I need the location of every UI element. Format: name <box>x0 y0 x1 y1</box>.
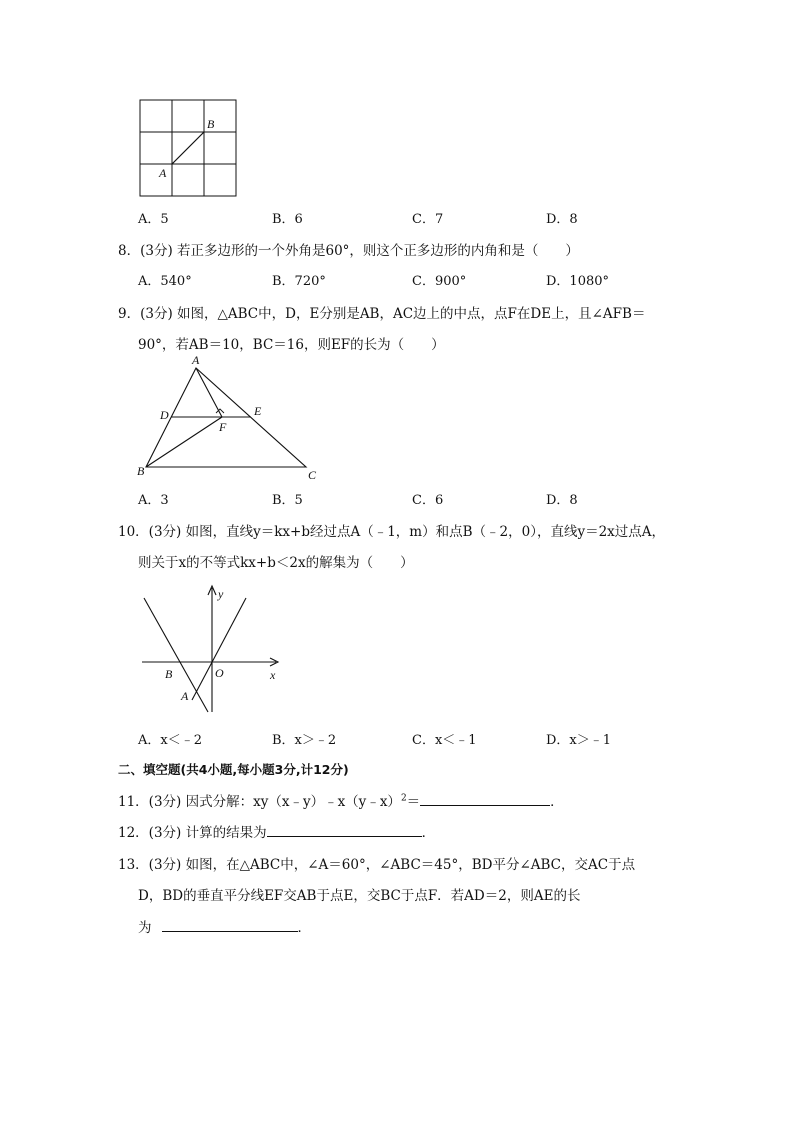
q11-period: ． <box>550 794 564 810</box>
label-a: A <box>181 689 189 703</box>
q12-prompt: 12．(3分) 计算的结果为 <box>118 825 267 841</box>
q12-answer-blank[interactable] <box>267 824 422 837</box>
q13-answer-blank[interactable] <box>162 919 298 932</box>
q10-line1: 10．(3分) 如图，直线y＝kx+b经过点A（﹣1，m）和点B（﹣2，0），直线y＝2x过点A， <box>118 524 666 540</box>
q11-answer-blank[interactable] <box>420 793 550 806</box>
q7-option-c: C．7 <box>412 212 444 227</box>
q9-triangle-figure <box>134 352 324 482</box>
label-c: C <box>308 468 317 482</box>
q9-option-c: C．6 <box>412 493 444 508</box>
q13-line2: D，BD的垂直平分线EF交AB于点E，交BC于点F．若AD＝2，则AE的长 <box>138 888 581 904</box>
q9-option-d: D．8 <box>546 493 578 508</box>
label-b: B <box>137 464 145 478</box>
q13-line1: 13．(3分) 如图，在△ABC中，∠A＝60°，∠ABC＝45°，BD平分∠ABC，交AC于点 <box>118 857 636 873</box>
q10-line2: 则关于x的不等式kx+b＜2x的解集为（ ） <box>138 555 414 571</box>
q10-graph-figure <box>138 582 288 717</box>
q12-text <box>118 821 435 841</box>
segment-ab <box>172 132 204 164</box>
q7-option-b: B．6 <box>272 212 303 227</box>
label-d: D <box>160 408 169 422</box>
label-y: y <box>218 587 224 601</box>
q13-line3 <box>138 916 311 936</box>
q9-line1: 9．(3分) 如图，△ABC中，D，E分别是AB，AC边上的中点，点F在DE上，且∠AFB＝ <box>118 306 646 322</box>
q11-exponent: 2 <box>400 793 407 804</box>
q8-option-b: B．720° <box>272 274 326 289</box>
q7-option-a: A．5 <box>138 212 169 227</box>
q8-option-a: A．540° <box>138 274 192 289</box>
q10-option-a: A．x＜﹣2 <box>138 733 202 748</box>
label-a: A <box>159 166 167 180</box>
section-title: 二、填空题(共4小题,每小题3分,计12分) <box>118 762 349 777</box>
label-x: x <box>270 668 276 682</box>
q8-option-c: C．900° <box>412 274 467 289</box>
q9-option-b: B．5 <box>272 493 303 508</box>
label-e: E <box>254 404 262 418</box>
q11-text <box>118 790 564 810</box>
q10-option-d: D．x＞﹣1 <box>546 733 612 748</box>
label-a: A <box>192 353 200 367</box>
q12-period: ． <box>421 825 436 841</box>
q8-text: 8．(3分) 若正多边形的一个外角是60°，则这个正多边形的内角和是（ ） <box>118 243 579 259</box>
q11-equals: ＝ <box>406 794 421 810</box>
label-f: F <box>219 420 227 434</box>
q7-grid-figure <box>138 98 240 200</box>
q7-option-d: D．8 <box>546 212 578 227</box>
q10-option-c: C．x＜﹣1 <box>412 733 477 748</box>
label-b: B <box>207 117 215 131</box>
q13-period: ． <box>297 920 311 936</box>
q13-prompt: 为 <box>138 920 152 936</box>
q9-line2: 90°，若AB＝10，BC＝16，则EF的长为（ ） <box>138 337 445 353</box>
q11-expression: 11．(3分) 因式分解：xy（x﹣y）﹣x（y﹣x） <box>118 794 401 810</box>
q8-option-d: D．1080° <box>546 274 610 289</box>
q9-option-a: A．3 <box>138 493 169 508</box>
label-b: B <box>165 667 173 681</box>
q10-option-b: B．x＞﹣2 <box>272 733 337 748</box>
label-o: O <box>215 666 224 680</box>
